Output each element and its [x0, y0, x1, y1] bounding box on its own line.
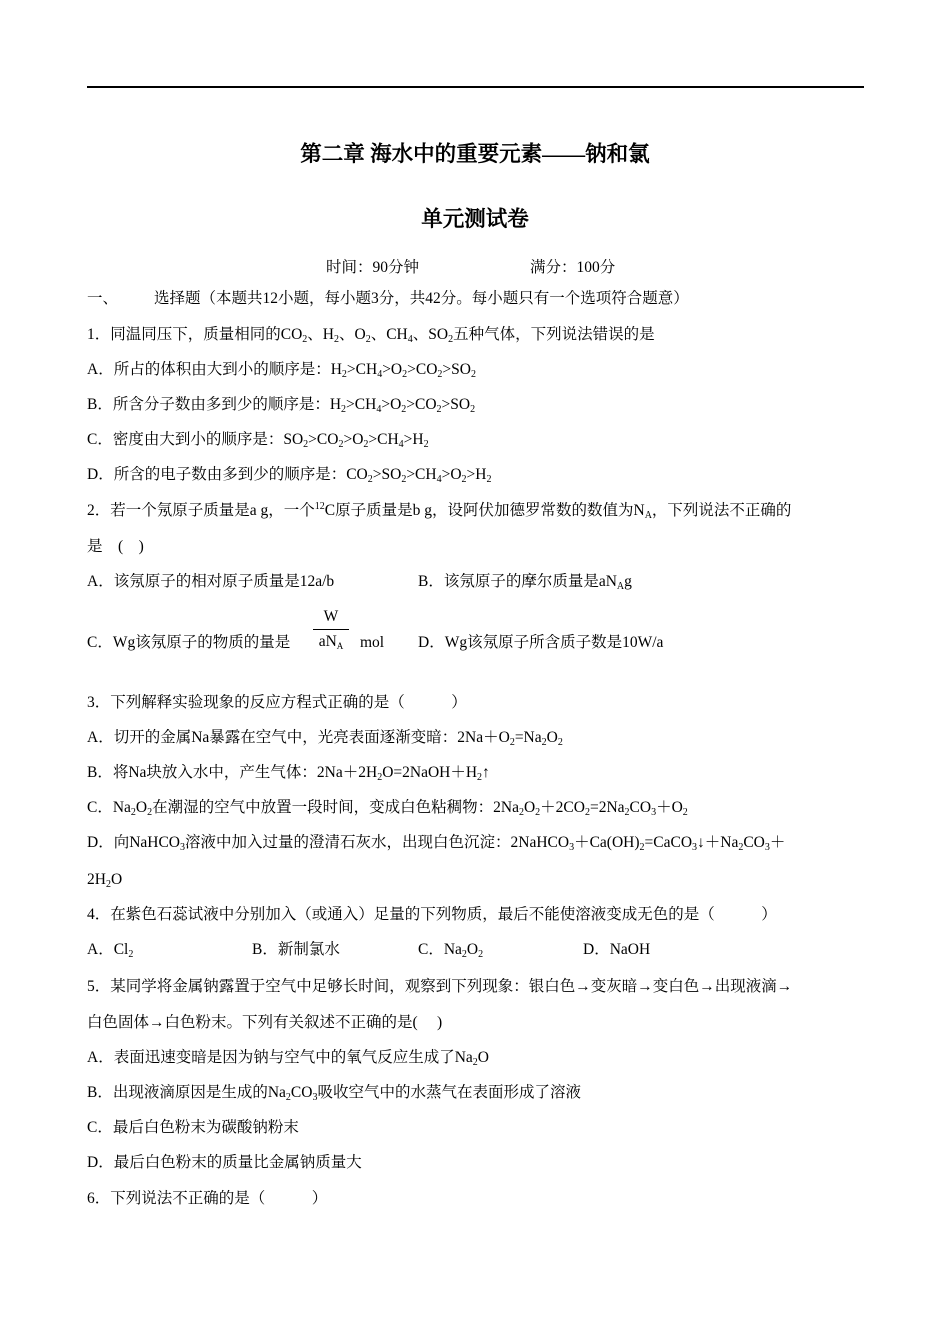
fraction-w-over-ana: W $aN_A$ [313, 607, 349, 652]
question-1-stem: 1．同温同压下，质量相同的$CO_2$、$H_2$、$O_2$、$CH_4$、$SO_2$五种气体，下列说法错误的是 [87, 326, 655, 345]
question-4-stem: 4．在紫色石蕊试液中分别加入（或通入）足量的下列物质，最后不能使溶液变成无色的是（ ） [87, 906, 777, 923]
question-1-option-d: D．所含的电子数由多到少的顺序是：$CO_2>SO_2>CH_4>O_2>H_2$ [87, 466, 492, 485]
question-2-option-a: A．该氖原子的相对原子质量是12a/b [87, 573, 335, 590]
question-1-option-b: B．所含分子数由多到少的顺序是：$H_2>CH_4>O_2>CO_2>SO_2$ [87, 396, 476, 415]
question-4-option-c: C．$Na_2O_2$ [418, 941, 484, 960]
exam-time: 时间：90分钟 [326, 259, 420, 276]
question-3-option-b: B．将Na块放入水中，产生气体：$2Na+2H_2O=2NaOH+H_2↑$ [87, 764, 490, 783]
question-2-option-c-unit: mol [360, 634, 385, 651]
question-3-stem: 3．下列解释实验现象的反应方程式正确的是（ ） [87, 694, 467, 711]
question-3-option-c: C．$Na_2O_2$在潮湿的空气中放置一段时间，变成白色粘稠物：$2Na_2O_2+2CO_2=2Na_2CO_3+O_2$ [87, 799, 688, 818]
question-5-option-d: D．最后白色粉末的质量比金属钠质量大 [87, 1154, 362, 1171]
question-3-option-d-cont: $2H_2O$ [87, 871, 123, 890]
question-4-option-a: A．$Cl_2$ [87, 941, 134, 960]
question-6-stem: 6．下列说法不正确的是（ ） [87, 1190, 328, 1207]
section-text: 选择题（本题共12小题，每小题3分，共42分。每小题只有一个选项符合题意） [154, 290, 689, 307]
page-title: 第二章 海水中的重要元素——钠和氯 [300, 142, 650, 166]
question-4-option-d: D．NaOH [583, 941, 651, 958]
question-2-option-d: D．Wg该氖原子所含质子数是10W/a [418, 634, 664, 651]
exam-score: 满分：100分 [530, 259, 616, 276]
page-subtitle: 单元测试卷 [421, 207, 529, 231]
question-2-stem-cont: 是 ( ) [87, 538, 144, 555]
top-rule [87, 86, 864, 88]
question-1-option-a: A．所占的体积由大到小的顺序是：$H_2>CH_4>O_2>CO_2>SO_2$ [87, 361, 476, 380]
section-heading [87, 288, 689, 310]
question-2-option-c: C．Wg该氖原子的物质的量是 [87, 634, 291, 651]
question-1-option-c: C．密度由大到小的顺序是：$SO_2>CO_2>O_2>CH_4>H_2$ [87, 431, 429, 450]
section-number: 一、 [87, 290, 119, 307]
question-5-option-c: C．最后白色粉末为碳酸钠粉末 [87, 1119, 299, 1136]
question-3-option-a: A．切开的金属Na暴露在空气中，光亮表面逐渐变暗：$2Na+O_2=Na_2O_2$ [87, 729, 563, 748]
question-4-option-b: B．新制氯水 [252, 941, 340, 958]
question-2-stem: 2．若一个氖原子质量是a g，一个$^{12}$C原子质量是b g，设阿伏加德罗常数的数值为$N_A$，下列说法不正确的 [87, 501, 792, 521]
question-2-option-b: B．该氖原子的摩尔质量是$aN_Ag$ [418, 573, 632, 592]
question-3-option-d: D．向NaHCO$_3$溶液中加入过量的澄清石灰水，出现白色沉淀：$2NaHCO_3+Ca(OH)_2=CaCO_3↓+Na_2CO_3+$ [87, 834, 786, 853]
question-5-stem-cont: 白色固体→白色粉末。下列有关叙述不正确的是( ) [87, 1014, 443, 1031]
question-5-stem: 5．某同学将金属钠露置于空气中足够长时间，观察到下列现象：银白色→变灰暗→变白色→出现液滴→ [87, 978, 793, 995]
question-5-option-b: B．出现液滴原因是生成的$Na_2CO_3$吸收空气中的水蒸气在表面形成了溶液 [87, 1084, 581, 1103]
question-5-option-a: A．表面迅速变暗是因为钠与空气中的氧气反应生成了$Na_2O$ [87, 1049, 489, 1068]
